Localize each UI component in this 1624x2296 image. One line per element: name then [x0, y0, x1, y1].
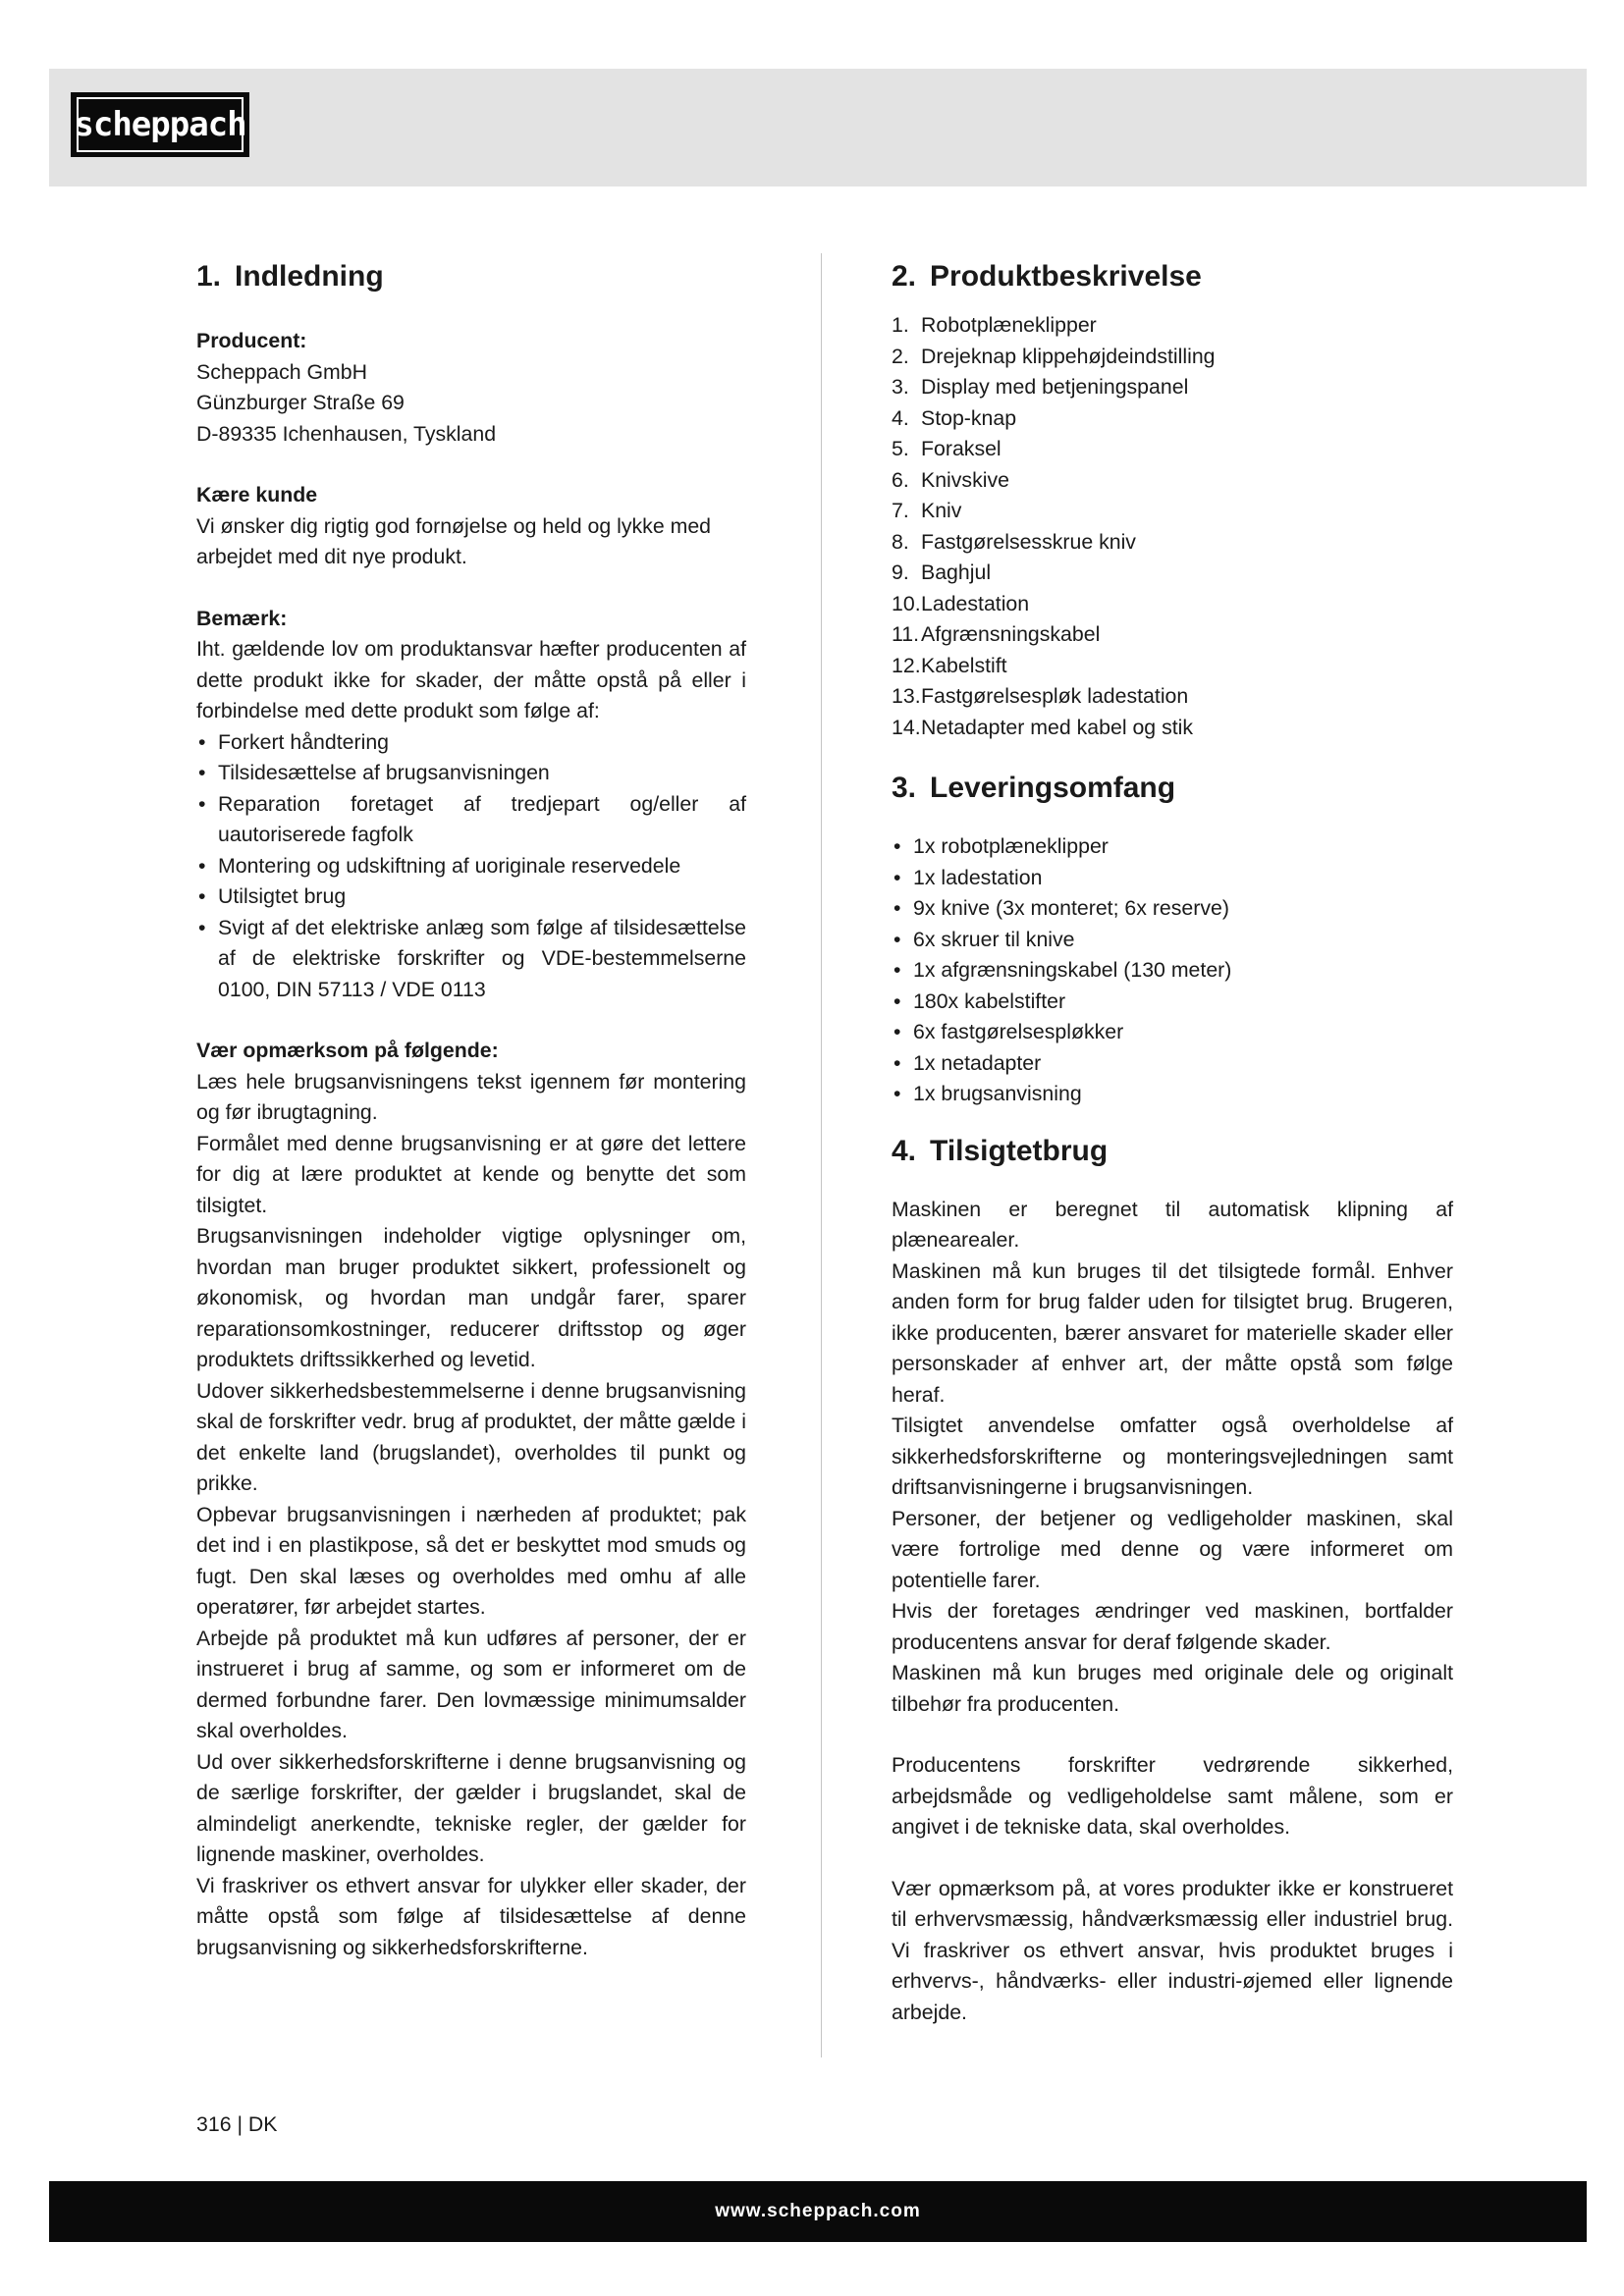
note-heading: Bemærk:: [196, 606, 288, 630]
page-number: 316 | DK: [196, 2112, 278, 2136]
list-item: 10.Ladestation: [892, 591, 1030, 615]
scheppach-logo: [71, 92, 249, 157]
product-parts-list: [892, 310, 1453, 743]
attention-heading: Vær opmærksom på følgende:: [196, 1039, 499, 1062]
list-item: • 6x skruer til knive: [892, 925, 1453, 956]
list-item: • 6x fastgørelsespløkker: [892, 1017, 1453, 1048]
list-item: • 1x ladestation: [892, 863, 1453, 894]
list-item: 11.Afgrænsningskabel: [892, 622, 1101, 646]
list-item: • Tilsidesættelse af brugsanvisningen: [196, 758, 746, 789]
list-item: • 1x brugsanvisning: [892, 1079, 1453, 1110]
producer-address: [196, 357, 746, 451]
list-item: 8. Fastgørelsesskrue kniv: [892, 529, 1136, 554]
footer-band: [49, 2181, 1587, 2242]
dear-customer-text: Vi ønsker dig rigtig god fornøjelse og held og lykke med arbejdet med dit nye produkt.: [196, 513, 712, 568]
intended-use-paragraph: Maskinen må kun bruges til det tilsigtede formål. Enhver anden form for brug falder uden for tilsigtet brug. Brugeren, ikke producenten, bærer ansvaret for materielle skader eller personskader af enhver art, der måtte opstå som følge heraf.: [892, 1258, 1453, 1407]
list-item: • Reparation foretaget af tredjepart og/eller af uautoriserede fagfolk: [196, 789, 746, 851]
attention-paragraph: Vi fraskriver os ethvert ansvar for ulykker eller skader, der måtte opstå som følge af tilsidesættelse af denne brugsanvisning og sikkerhedsforskrifterne.: [196, 1873, 746, 1959]
producer-heading: Producent:: [196, 329, 307, 352]
producer-line: Günzburger Straße 69: [196, 391, 405, 414]
list-item: • 1x robotplæneklipper: [892, 831, 1453, 863]
attention-paragraph: Arbejde på produktet må kun udføres af personer, der er instrueret i brug af samme, og som er informeret om de dermed forbundne farer. Den lovmæssige minimumsalder skal overholdes.: [196, 1626, 746, 1742]
right-column: [892, 257, 1453, 2028]
section-4-title: 4. Tilsigtetbrug: [892, 1134, 1109, 1167]
list-item: 13.Fastgørelsespløk ladestation: [892, 684, 1189, 708]
attention-paragraph: Læs hele brugsanvisningens tekst igennem før montering og før ibrugtagning.: [196, 1069, 746, 1124]
list-item: • 1x afgrænsningskabel (130 meter): [892, 955, 1453, 987]
attention-paragraph: Brugsanvisningen indeholder vigtige oplysninger om, hvordan man bruger produktet sikkert, professionelt og økonomisk, og hvordan man undgår farer, sparer reparationsomkostninger, reducerer driftsstop og øger produktets driftssikkerhed og levetid.: [196, 1224, 746, 1371]
list-item: • Forkert håndtering: [196, 727, 746, 759]
note-bullet-list: [196, 727, 746, 1006]
footer-website-link[interactable]: www.scheppach.com: [715, 2201, 921, 2221]
intended-use-paragraph: Personer, der betjener og vedligeholder maskinen, skal være fortrolige med denne og være informeret om potentielle farer.: [892, 1506, 1453, 1592]
list-item: 14.Netadapter med kabel og stik: [892, 715, 1194, 739]
list-item: 4. Stop-knap: [892, 405, 1017, 430]
intended-use-paragraph: Hvis der foretages ændringer ved maskinen, bortfalder producentens ansvar for deraf følgende skader.: [892, 1599, 1453, 1654]
list-item: 12.Kabelstift: [892, 653, 1007, 677]
list-item: 2. Drejeknap klippehøjdeindstilling: [892, 344, 1216, 368]
list-item: 9. Baghjul: [892, 561, 992, 584]
list-item: • 180x kabelstifter: [892, 987, 1453, 1018]
delivery-scope-list: [892, 831, 1453, 1110]
intended-use-paragraph: Tilsigtet anvendelse omfatter også overholdelse af sikkerhedsforskrifterne og monteringsvejledningen samt driftsanvisningerne i brugsanvisningen.: [892, 1414, 1453, 1499]
producer-line: D-89335 Ichenhausen, Tyskland: [196, 421, 497, 446]
column-divider: [821, 253, 822, 2057]
list-item: • Montering og udskiftning af uoriginale reservedele: [196, 851, 746, 882]
list-item: 6. Knivskive: [892, 467, 1009, 492]
attention-paragraph: Ud over sikkerhedsforskrifterne i denne brugsanvisning og de særlige forskrifter, der gælder i brugslandet, skal de almindeligt anerkendte, tekniske regler, der gælder for lignende maskiner, overholdes.: [196, 1749, 746, 1866]
attention-paragraph: Formålet med denne brugsanvisning er at gøre det lettere for dig at lære produktet at kende og benytte det som tilsigtet.: [196, 1131, 746, 1217]
list-item: 7. Kniv: [892, 499, 962, 522]
dear-customer-heading: Kære kunde: [196, 483, 318, 507]
list-item: 1. Robotplæneklipper: [892, 313, 1097, 337]
left-column: [196, 257, 746, 1963]
list-item: 3. Display med betjeningspanel: [892, 375, 1189, 399]
logo-text: scheppach: [77, 97, 244, 152]
intended-use-paragraph: Maskinen må kun bruges med originale dele og originalt tilbehør fra producenten.: [892, 1661, 1453, 1716]
section-3-title: 3. Leveringsomfang: [892, 772, 1176, 804]
list-item: • Utilsigtet brug: [196, 881, 746, 913]
list-item: • 1x netadapter: [892, 1048, 1453, 1080]
attention-paragraph: Udover sikkerhedsbestemmelserne i denne brugsanvisning skal de forskrifter vedr. brug af produktet, der måtte gælde i det enkelte land (brugslandet), overholdes til punkt og prikke.: [196, 1378, 746, 1495]
attention-paragraph: Opbevar brugsanvisningen i nærheden af produktet; pak det ind i en plastikpose, så det er beskyttet mod smuds og fugt. Den skal læses og overholdes med omhu af alle operatører, før arbejdet startes.: [196, 1502, 746, 1619]
list-item: • Svigt af det elektriske anlæg som følge af tilsidesættelse af de elektriske forskrifter og VDE-bestemmelserne 0100, DIN 57113 / VDE 0113: [196, 913, 746, 1006]
liability-paragraph: Vær opmærksom på, at vores produkter ikke er konstrueret til erhvervsmæssig, håndværksmæssig eller industriel brug. Vi fraskriver os ethvert ansvar, hvis produktet bruges i erhvervs-, håndværks- eller industri-øjemed eller lignende arbejde.: [892, 1876, 1453, 2024]
list-item: 5. Foraksel: [892, 437, 1001, 460]
producer-line: Scheppach GmbH: [196, 359, 368, 384]
safety-regulations-paragraph: Producentens forskrifter vedrørende sikkerhed, arbejdsmåde og vedligeholdelse samt målene, som er angivet i de tekniske data, skal overholdes.: [892, 1753, 1453, 1839]
section-1-title: 1. Indledning: [196, 260, 384, 293]
intended-use-paragraph: Maskinen er beregnet til automatisk klipning af plænearealer.: [892, 1197, 1453, 1252]
header-band: [49, 69, 1587, 187]
section-2-title: 2. Produktbeskrivelse: [892, 260, 1202, 293]
note-text: Iht. gældende lov om produktansvar hæfter producenten af dette produkt ikke for skader, der måtte opstå på eller i forbindelse med dette produkt som følge af:: [196, 637, 746, 722]
list-item: • 9x knive (3x monteret; 6x reserve): [892, 893, 1453, 925]
